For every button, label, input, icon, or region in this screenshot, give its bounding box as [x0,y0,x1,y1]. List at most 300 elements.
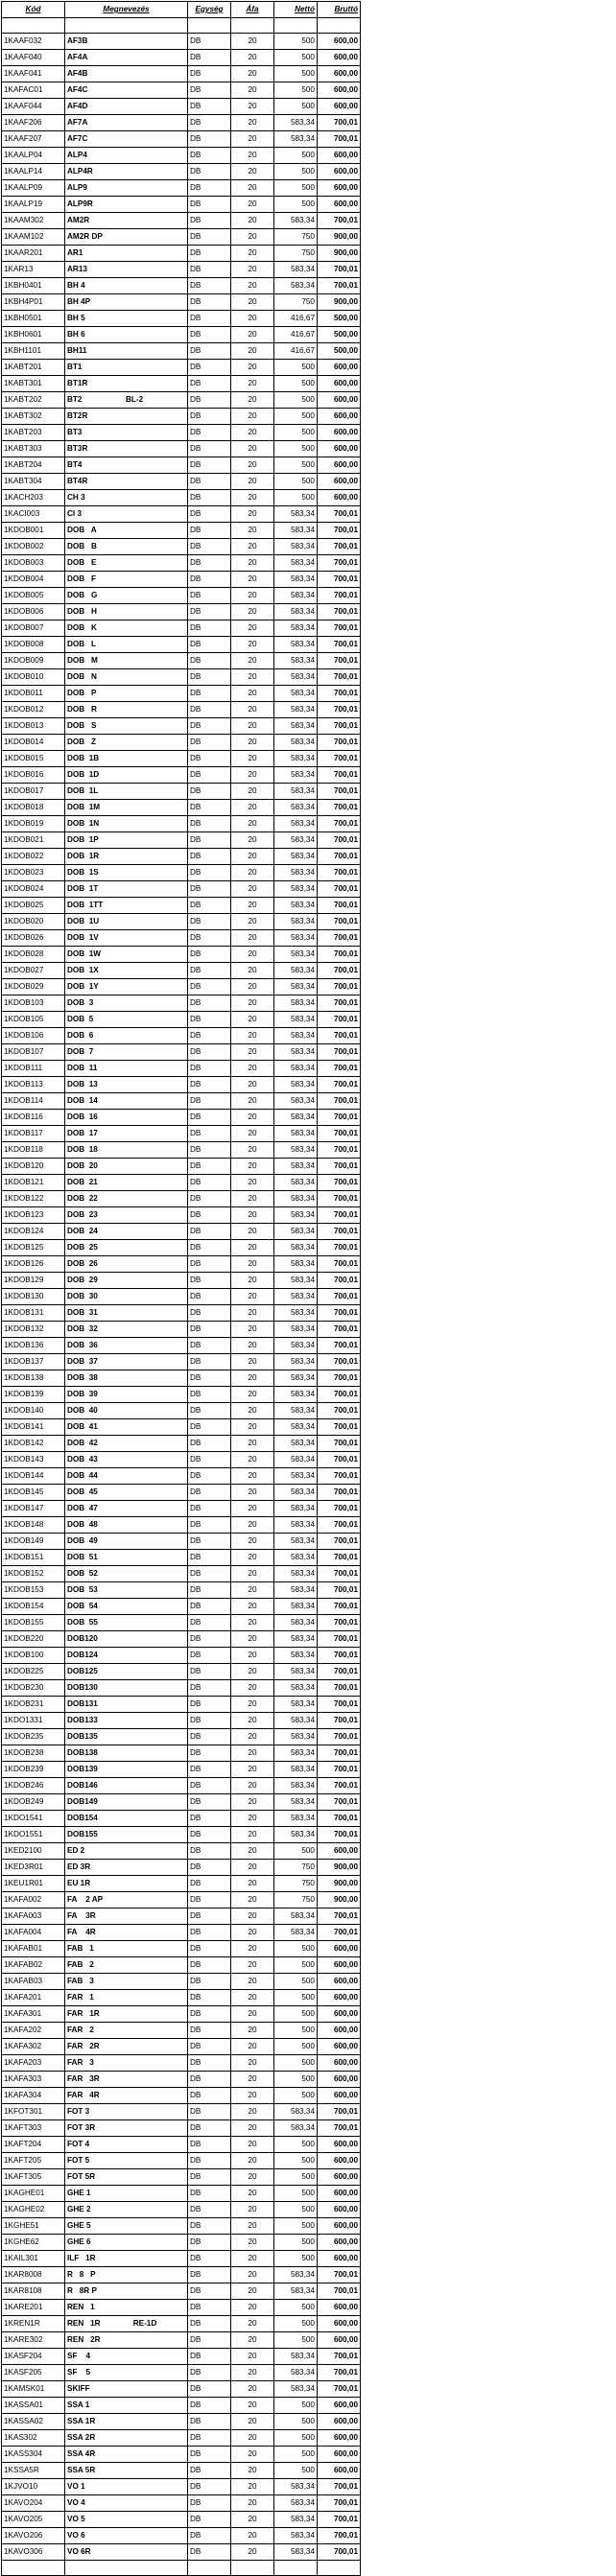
cell-gross[interactable]: 700,01 [318,963,361,979]
cell-unit[interactable]: DB [188,1468,231,1485]
cell-gross[interactable]: 600,00 [318,66,361,82]
cell-unit[interactable]: DB [188,1159,231,1175]
cell-unit[interactable]: DB [188,1909,231,1925]
cell-gross[interactable]: 700,01 [318,718,361,735]
cell-net[interactable]: 750 [274,229,318,246]
cell-unit[interactable]: DB [188,278,231,294]
cell-gross[interactable]: 600,00 [318,99,361,115]
cell-unit[interactable]: DB [188,1387,231,1403]
cell-name[interactable]: DOB120 [65,1631,188,1648]
cell-code[interactable]: 1KDOB011 [2,686,65,702]
cell-unit[interactable]: DB [188,1843,231,1860]
cell-code[interactable]: 1KDOB154 [2,1599,65,1615]
cell-vat[interactable]: 20 [231,294,274,311]
cell-unit[interactable]: DB [188,82,231,99]
cell-vat[interactable]: 20 [231,327,274,343]
cell-name[interactable]: BT1 [65,360,188,376]
cell-unit[interactable]: DB [188,343,231,360]
cell-gross[interactable]: 600,00 [318,1941,361,1957]
cell-name[interactable]: DOB 6 [65,1028,188,1044]
cell-gross[interactable]: 700,01 [318,506,361,523]
cell-vat[interactable]: 20 [231,115,274,131]
cell-gross[interactable]: 700,01 [318,767,361,784]
cell-gross[interactable]: 700,01 [318,2528,361,2544]
cell-code[interactable]: 1KAAF040 [2,50,65,66]
cell-unit[interactable]: DB [188,2430,231,2447]
cell-net[interactable]: 583,34 [274,963,318,979]
cell-code[interactable]: 1KAFT305 [2,2169,65,2186]
cell-vat[interactable]: 20 [231,1534,274,1550]
cell-vat[interactable]: 20 [231,930,274,947]
cell-gross[interactable]: 700,01 [318,1175,361,1191]
cell-unit[interactable]: DB [188,2072,231,2088]
cell-unit[interactable]: DB [188,457,231,474]
cell-net[interactable]: 500 [274,2006,318,2023]
cell-name[interactable] [65,2561,188,2576]
cell-net[interactable]: 583,34 [274,2120,318,2137]
cell-gross[interactable]: 700,01 [318,1240,361,1256]
cell-gross[interactable]: 700,01 [318,1517,361,1534]
cell-gross[interactable]: 700,01 [318,278,361,294]
cell-code[interactable]: 1KDOB121 [2,1175,65,1191]
cell-unit[interactable]: DB [188,2398,231,2414]
cell-unit[interactable]: DB [188,1615,231,1631]
cell-gross[interactable] [318,18,361,34]
cell-gross[interactable]: 700,01 [318,1159,361,1175]
cell-vat[interactable]: 20 [231,1745,274,1762]
cell-vat[interactable]: 20 [231,311,274,327]
cell-code[interactable]: 1KABT301 [2,376,65,392]
cell-vat[interactable]: 20 [231,604,274,621]
cell-vat[interactable]: 20 [231,246,274,262]
cell-gross[interactable]: 600,00 [318,2235,361,2251]
cell-net[interactable]: 500 [274,2186,318,2202]
cell-unit[interactable]: DB [188,506,231,523]
cell-vat[interactable]: 20 [231,2430,274,2447]
cell-net[interactable]: 583,34 [274,865,318,881]
cell-name[interactable]: FA 2 AP [65,1892,188,1909]
cell-vat[interactable]: 20 [231,621,274,637]
cell-name[interactable]: VO 4 [65,2495,188,2512]
cell-unit[interactable]: DB [188,1256,231,1273]
cell-code[interactable]: 1KDOB118 [2,1142,65,1159]
cell-code[interactable]: 1KED2100 [2,1843,65,1860]
cell-unit[interactable]: DB [188,1436,231,1452]
cell-vat[interactable]: 20 [231,1419,274,1436]
cell-net[interactable]: 500 [274,2430,318,2447]
cell-code[interactable]: 1KDOB111 [2,1061,65,1077]
cell-gross[interactable]: 700,01 [318,2381,361,2398]
cell-net[interactable]: 583,34 [274,1044,318,1061]
cell-unit[interactable]: DB [188,637,231,653]
cell-gross[interactable]: 700,01 [318,1599,361,1615]
cell-gross[interactable]: 900,00 [318,294,361,311]
cell-gross[interactable]: 600,00 [318,2202,361,2218]
cell-name[interactable]: DOB 1U [65,914,188,930]
cell-name[interactable]: DOB 7 [65,1044,188,1061]
cell-name[interactable]: VO 6 [65,2528,188,2544]
cell-code[interactable]: 1KDOB246 [2,1778,65,1794]
cell-unit[interactable]: DB [188,1501,231,1517]
cell-gross[interactable]: 700,01 [318,1191,361,1207]
cell-gross[interactable]: 700,01 [318,637,361,653]
cell-gross[interactable]: 600,00 [318,197,361,213]
cell-net[interactable]: 500 [274,1843,318,1860]
cell-unit[interactable]: DB [188,2169,231,2186]
cell-gross[interactable]: 700,01 [318,1582,361,1599]
cell-name[interactable]: ALP4R [65,164,188,180]
cell-unit[interactable]: DB [188,1745,231,1762]
cell-code[interactable]: 1KDOB017 [2,784,65,800]
cell-unit[interactable]: DB [188,1126,231,1142]
cell-unit[interactable]: DB [188,1452,231,1468]
cell-code[interactable]: 1KEU1R01 [2,1876,65,1892]
cell-name[interactable]: DOB125 [65,1664,188,1680]
cell-name[interactable]: SF 4 [65,2349,188,2365]
cell-code[interactable]: 1KAAM102 [2,229,65,246]
cell-name[interactable]: DOB G [65,588,188,604]
cell-code[interactable]: 1KASSA02 [2,2414,65,2430]
cell-gross[interactable]: 600,00 [318,441,361,457]
cell-code[interactable]: 1KDO1551 [2,1827,65,1843]
cell-name[interactable]: DOB L [65,637,188,653]
cell-name[interactable]: BH 6 [65,327,188,343]
cell-vat[interactable]: 20 [231,2332,274,2349]
cell-name[interactable]: DOB 38 [65,1370,188,1387]
cell-gross[interactable]: 700,01 [318,1370,361,1387]
cell-vat[interactable]: 20 [231,1925,274,1941]
cell-name[interactable]: DOB155 [65,1827,188,1843]
cell-name[interactable]: DOB 11 [65,1061,188,1077]
cell-vat[interactable]: 20 [231,1974,274,1990]
cell-unit[interactable]: DB [188,1110,231,1126]
cell-name[interactable]: DOB 55 [65,1615,188,1631]
cell-name[interactable]: DOB 22 [65,1191,188,1207]
cell-vat[interactable]: 20 [231,539,274,555]
cell-code[interactable] [2,2561,65,2576]
cell-vat[interactable]: 20 [231,881,274,898]
cell-vat[interactable]: 20 [231,2349,274,2365]
cell-unit[interactable]: DB [188,490,231,506]
cell-code[interactable]: 1KDOB003 [2,555,65,572]
cell-code[interactable]: 1KDOB015 [2,751,65,767]
cell-name[interactable]: DOB131 [65,1697,188,1713]
cell-vat[interactable]: 20 [231,914,274,930]
cell-name[interactable]: FAR 4R [65,2088,188,2104]
cell-code[interactable]: 1KAS302 [2,2430,65,2447]
cell-name[interactable]: BH 4P [65,294,188,311]
cell-unit[interactable]: DB [188,767,231,784]
cell-name[interactable]: DOB 48 [65,1517,188,1534]
cell-name[interactable]: SSA 1R [65,2414,188,2430]
cell-gross[interactable]: 700,01 [318,1485,361,1501]
cell-code[interactable]: 1KFOT301 [2,2104,65,2120]
cell-name[interactable]: BH 5 [65,311,188,327]
cell-gross[interactable]: 700,01 [318,1322,361,1338]
cell-name[interactable]: DOB 52 [65,1566,188,1582]
cell-net[interactable]: 583,34 [274,669,318,686]
cell-name[interactable]: DOB133 [65,1713,188,1729]
cell-name[interactable]: SSA 1 [65,2398,188,2414]
cell-net[interactable]: 583,34 [274,1517,318,1534]
header-vat[interactable]: Áfa [231,2,274,18]
cell-net[interactable]: 583,34 [274,1909,318,1925]
cell-code[interactable]: 1KABT302 [2,409,65,425]
cell-gross[interactable]: 700,01 [318,1305,361,1322]
cell-code[interactable]: 1KDOB123 [2,1207,65,1224]
cell-unit[interactable]: DB [188,2235,231,2251]
cell-unit[interactable]: DB [188,392,231,409]
cell-net[interactable]: 583,34 [274,1403,318,1419]
cell-vat[interactable]: 20 [231,1615,274,1631]
cell-unit[interactable]: DB [188,1012,231,1028]
cell-net[interactable]: 416,67 [274,311,318,327]
cell-gross[interactable]: 700,01 [318,2104,361,2120]
cell-code[interactable]: 1KAAF041 [2,66,65,82]
cell-net[interactable]: 583,34 [274,1811,318,1827]
cell-gross[interactable]: 700,01 [318,1126,361,1142]
cell-gross[interactable]: 700,01 [318,115,361,131]
cell-code[interactable]: 1KDOB225 [2,1664,65,1680]
cell-vat[interactable]: 20 [231,197,274,213]
cell-gross[interactable]: 700,01 [318,1142,361,1159]
cell-unit[interactable]: DB [188,164,231,180]
cell-code[interactable]: 1KAALP04 [2,148,65,164]
cell-code[interactable]: 1KDOB144 [2,1468,65,1485]
cell-net[interactable]: 500 [274,392,318,409]
cell-vat[interactable]: 20 [231,1566,274,1582]
cell-code[interactable]: 1KREN1R [2,2316,65,2332]
cell-gross[interactable]: 600,00 [318,2430,361,2447]
cell-name[interactable]: FAB 2 [65,1957,188,1974]
cell-name[interactable]: AF4A [65,50,188,66]
cell-vat[interactable]: 20 [231,1485,274,1501]
cell-gross[interactable]: 700,01 [318,1811,361,1827]
cell-name[interactable]: AF3B [65,34,188,50]
cell-gross[interactable]: 600,00 [318,2218,361,2235]
cell-code[interactable]: 1KAFT303 [2,2120,65,2137]
cell-name[interactable]: DOB P [65,686,188,702]
cell-gross[interactable]: 700,01 [318,1778,361,1794]
cell-net[interactable]: 416,67 [274,327,318,343]
cell-unit[interactable]: DB [188,294,231,311]
cell-net[interactable]: 583,34 [274,115,318,131]
cell-net[interactable]: 583,34 [274,1256,318,1273]
cell-name[interactable]: FAB 1 [65,1941,188,1957]
cell-unit[interactable]: DB [188,881,231,898]
cell-vat[interactable]: 20 [231,1729,274,1745]
cell-name[interactable]: BT4R [65,474,188,490]
cell-net[interactable]: 500 [274,148,318,164]
cell-unit[interactable]: DB [188,2283,231,2300]
cell-unit[interactable]: DB [188,1338,231,1354]
cell-name[interactable]: FAR 1 [65,1990,188,2006]
cell-gross[interactable]: 700,01 [318,1680,361,1697]
cell-net[interactable]: 583,34 [274,2479,318,2495]
cell-name[interactable]: DOB E [65,555,188,572]
cell-vat[interactable]: 20 [231,1631,274,1648]
cell-unit[interactable]: DB [188,800,231,816]
cell-net[interactable]: 583,34 [274,914,318,930]
cell-vat[interactable]: 20 [231,1273,274,1289]
cell-unit[interactable]: DB [188,1566,231,1582]
cell-unit[interactable]: DB [188,588,231,604]
cell-gross[interactable]: 600,00 [318,1957,361,1974]
cell-unit[interactable]: DB [188,1827,231,1843]
cell-gross[interactable]: 700,01 [318,1615,361,1631]
cell-unit[interactable]: DB [188,1631,231,1648]
cell-gross[interactable]: 700,01 [318,604,361,621]
cell-code[interactable]: 1KGHE62 [2,2235,65,2251]
cell-unit[interactable]: DB [188,1061,231,1077]
cell-vat[interactable]: 20 [231,1680,274,1697]
cell-name[interactable]: DOB139 [65,1762,188,1778]
cell-unit[interactable]: DB [188,2023,231,2039]
cell-net[interactable]: 583,34 [274,718,318,735]
header-name[interactable]: Megnevezés [65,2,188,18]
cell-gross[interactable]: 700,01 [318,1256,361,1273]
cell-gross[interactable]: 600,00 [318,2398,361,2414]
cell-vat[interactable]: 20 [231,409,274,425]
cell-gross[interactable]: 600,00 [318,1843,361,1860]
cell-vat[interactable]: 20 [231,1322,274,1338]
cell-vat[interactable]: 20 [231,572,274,588]
cell-gross[interactable]: 700,01 [318,653,361,669]
cell-gross[interactable]: 500,00 [318,311,361,327]
cell-code[interactable]: 1KDOB220 [2,1631,65,1648]
cell-unit[interactable]: DB [188,669,231,686]
cell-vat[interactable]: 20 [231,1843,274,1860]
cell-unit[interactable]: DB [188,1713,231,1729]
cell-net[interactable]: 583,34 [274,1305,318,1322]
cell-code[interactable]: 1KDO1331 [2,1713,65,1729]
cell-unit[interactable]: DB [188,1142,231,1159]
cell-code[interactable]: 1KDOB022 [2,849,65,865]
cell-unit[interactable]: DB [188,865,231,881]
cell-net[interactable]: 583,34 [274,1436,318,1452]
cell-unit[interactable]: DB [188,1778,231,1794]
cell-gross[interactable]: 700,01 [318,539,361,555]
cell-unit[interactable]: DB [188,1485,231,1501]
cell-name[interactable]: FA 4R [65,1925,188,1941]
cell-vat[interactable]: 20 [231,2283,274,2300]
cell-gross[interactable]: 700,01 [318,1729,361,1745]
cell-vat[interactable]: 20 [231,1599,274,1615]
cell-net[interactable]: 583,34 [274,1550,318,1566]
cell-vat[interactable]: 20 [231,278,274,294]
cell-code[interactable]: 1KABT204 [2,457,65,474]
cell-code[interactable]: 1KDOB028 [2,947,65,963]
cell-code[interactable]: 1KDOB007 [2,621,65,637]
cell-gross[interactable]: 700,01 [318,2544,361,2561]
cell-vat[interactable]: 20 [231,2218,274,2235]
cell-vat[interactable]: 20 [231,229,274,246]
cell-unit[interactable]: DB [188,2153,231,2169]
cell-vat[interactable]: 20 [231,1827,274,1843]
cell-vat[interactable]: 20 [231,425,274,441]
cell-code[interactable]: 1KDOB151 [2,1550,65,1566]
cell-net[interactable]: 500 [274,2235,318,2251]
cell-code[interactable]: 1KAFA004 [2,1925,65,1941]
cell-name[interactable]: DOB 31 [65,1305,188,1322]
cell-vat[interactable]: 20 [231,2235,274,2251]
cell-unit[interactable]: DB [188,702,231,718]
cell-unit[interactable]: DB [188,1941,231,1957]
cell-name[interactable]: AF4C [65,82,188,99]
cell-net[interactable]: 500 [274,99,318,115]
cell-net[interactable]: 583,34 [274,604,318,621]
cell-net[interactable]: 500 [274,2039,318,2055]
cell-net[interactable]: 583,34 [274,1697,318,1713]
cell-vat[interactable]: 20 [231,2186,274,2202]
cell-code[interactable]: 1KBH0401 [2,278,65,294]
cell-unit[interactable]: DB [188,2202,231,2218]
cell-name[interactable]: GHE 2 [65,2202,188,2218]
cell-code[interactable]: 1KAFA201 [2,1990,65,2006]
cell-net[interactable]: 500 [274,2447,318,2463]
cell-code[interactable]: 1KJVO10 [2,2479,65,2495]
cell-code[interactable]: 1KABT202 [2,392,65,409]
cell-code[interactable]: 1KASF205 [2,2365,65,2381]
cell-vat[interactable]: 20 [231,1240,274,1256]
cell-gross[interactable]: 700,01 [318,131,361,148]
cell-gross[interactable]: 600,00 [318,2137,361,2153]
cell-net[interactable]: 583,34 [274,1028,318,1044]
cell-code[interactable]: 1KASS304 [2,2447,65,2463]
cell-name[interactable]: ALP4 [65,148,188,164]
cell-net[interactable]: 583,34 [274,2104,318,2120]
cell-gross[interactable]: 700,01 [318,1110,361,1126]
cell-gross[interactable]: 700,01 [318,1909,361,1925]
cell-vat[interactable]: 20 [231,832,274,849]
cell-vat[interactable]: 20 [231,2104,274,2120]
cell-code[interactable]: 1KAALP14 [2,164,65,180]
cell-net[interactable]: 583,34 [274,1191,318,1207]
cell-vat[interactable]: 20 [231,2398,274,2414]
cell-net[interactable]: 500 [274,2398,318,2414]
cell-unit[interactable]: DB [188,621,231,637]
cell-vat[interactable]: 20 [231,849,274,865]
cell-vat[interactable]: 20 [231,474,274,490]
cell-unit[interactable]: DB [188,1860,231,1876]
cell-net[interactable]: 583,34 [274,1680,318,1697]
cell-gross[interactable]: 700,01 [318,1354,361,1370]
cell-name[interactable]: DOB 1P [65,832,188,849]
cell-net[interactable]: 583,34 [274,1322,318,1338]
cell-code[interactable]: 1KDOB125 [2,1240,65,1256]
cell-net[interactable]: 583,34 [274,1175,318,1191]
cell-net[interactable]: 500 [274,1990,318,2006]
cell-name[interactable]: DOB 24 [65,1224,188,1240]
cell-vat[interactable]: 20 [231,392,274,409]
cell-code[interactable]: 1KAGHE01 [2,2186,65,2202]
cell-unit[interactable]: DB [188,1370,231,1387]
cell-net[interactable]: 583,34 [274,1126,318,1142]
cell-name[interactable]: BT2 BL-2 [65,392,188,409]
cell-code[interactable]: 1KDOB230 [2,1680,65,1697]
cell-name[interactable]: VO 5 [65,2512,188,2528]
cell-vat[interactable]: 20 [231,1207,274,1224]
cell-gross[interactable]: 700,01 [318,588,361,604]
cell-vat[interactable]: 20 [231,784,274,800]
cell-net[interactable]: 583,34 [274,1794,318,1811]
cell-code[interactable]: 1KDOB139 [2,1387,65,1403]
cell-unit[interactable]: DB [188,425,231,441]
cell-name[interactable]: FAR 2R [65,2039,188,2055]
cell-unit[interactable]: DB [188,262,231,278]
cell-code[interactable]: 1KDOB014 [2,735,65,751]
cell-name[interactable]: DOB 1X [65,963,188,979]
